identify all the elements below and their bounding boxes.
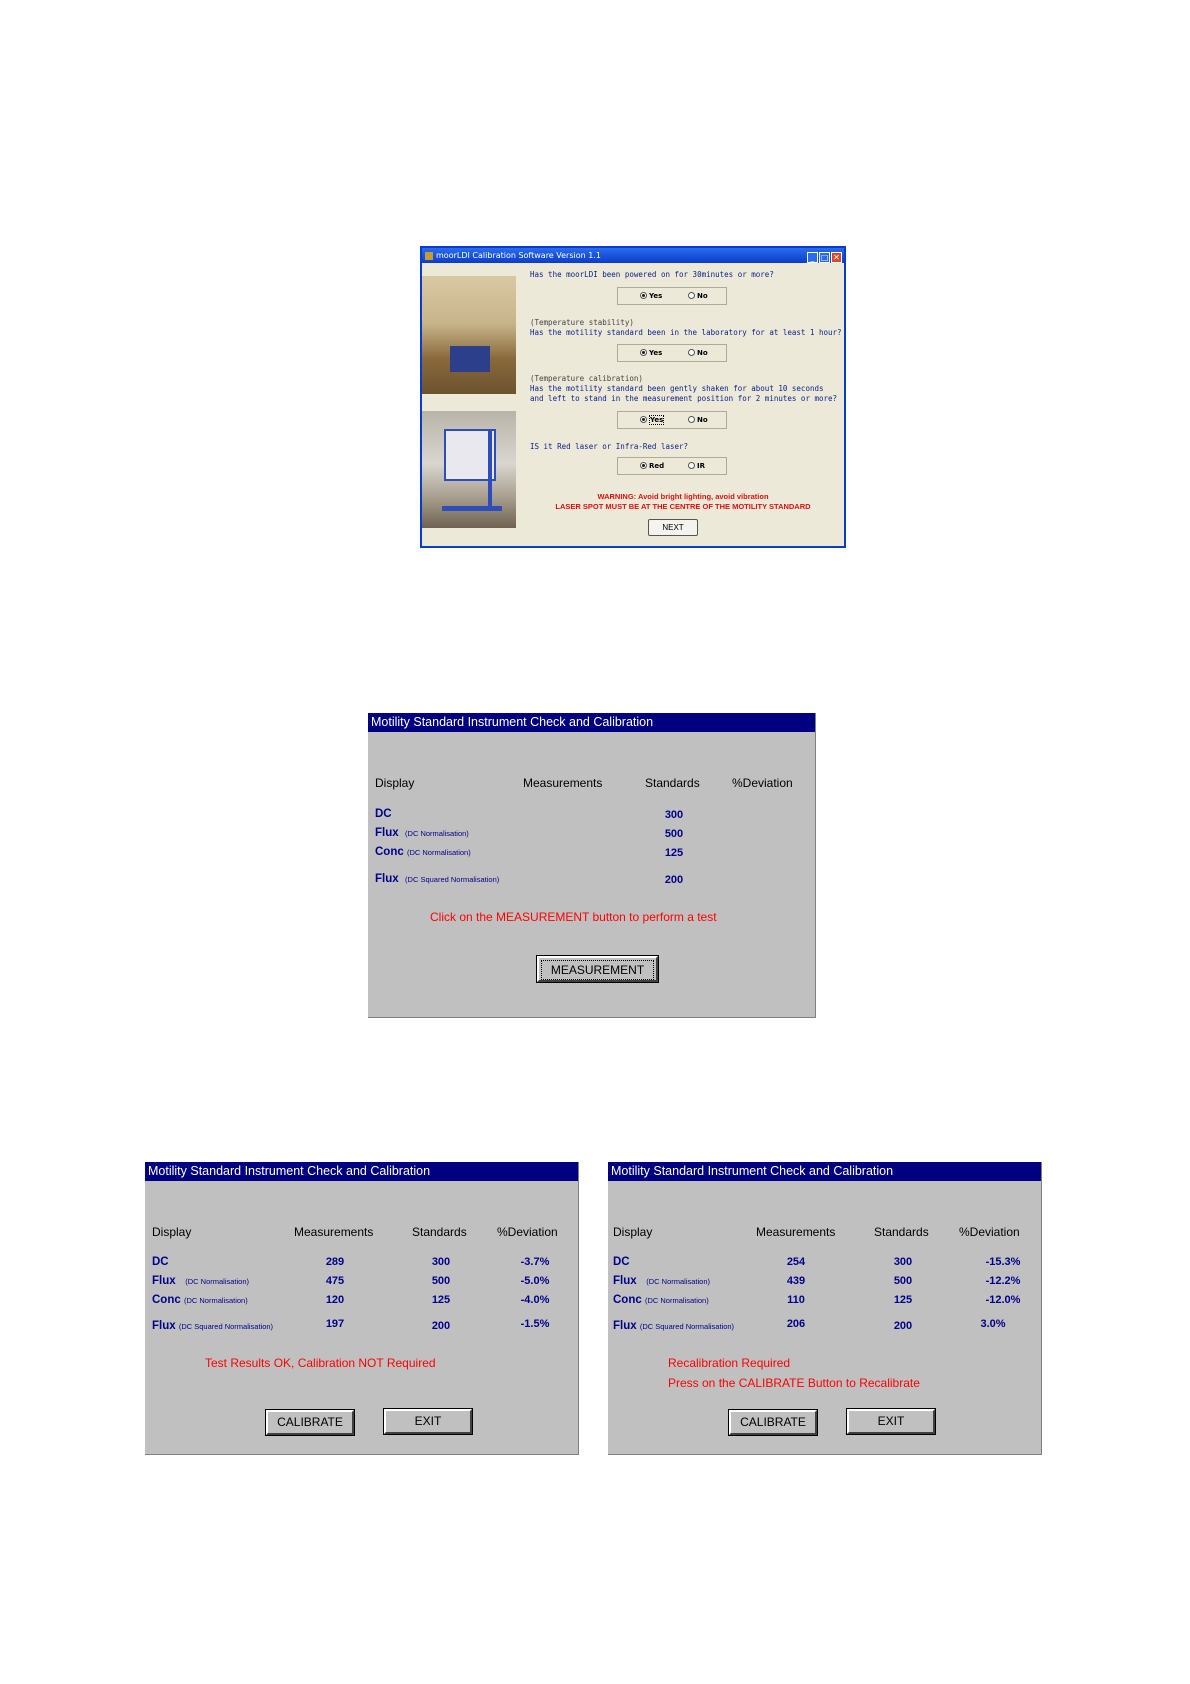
next-button[interactable]: NEXT [648,519,698,536]
row-label-flux-squared: Flux (DC Squared Normalisation) [613,1320,735,1332]
header-display: Display [152,1225,192,1239]
row-label-flux: Flux (DC Normalisation) [152,1275,249,1287]
no-radio[interactable]: No [688,416,708,424]
app-icon [425,252,433,260]
shaken-radio-group [617,411,727,429]
standard-value: 125 [431,1294,451,1306]
exit-button[interactable]: EXIT [847,1409,935,1434]
measurement-value: 120 [325,1294,345,1306]
standard-value: 300 [893,1256,913,1268]
header-standards: Standards [645,776,700,790]
result-message: Recalibration Required [668,1356,791,1370]
calibrate-button[interactable]: CALIBRATE [729,1410,817,1435]
instruction-message: Click on the MEASUREMENT button to perform a test [430,910,717,924]
deviation-value: -1.5% [520,1318,550,1330]
no-radio[interactable]: No [688,349,708,357]
standard-value: 125 [664,847,684,859]
header-measurements: Measurements [294,1225,374,1239]
header-deviation: %Deviation [732,776,793,790]
question-shaken-line1: Has the motility standard been gently shaken for about 10 seconds [530,384,824,393]
temperature-stability-note: (Temperature stability) [530,318,634,327]
header-deviation: %Deviation [959,1225,1020,1239]
header-standards: Standards [412,1225,467,1239]
window-title: Motility Standard Instrument Check and Calibration [608,1162,1041,1181]
exit-button[interactable]: EXIT [384,1409,472,1434]
row-label-flux-squared: Flux (DC Squared Normalisation) [152,1320,274,1332]
deviation-value: -3.7% [520,1256,550,1268]
ir-laser-radio[interactable]: IR [688,462,705,470]
deviation-value: -15.3% [985,1256,1021,1268]
measurement-value: 254 [786,1256,806,1268]
measurement-value: 289 [325,1256,345,1268]
measurement-value: 110 [787,1294,805,1306]
temperature-calibration-note: (Temperature calibration) [530,374,643,383]
question-shaken-line2: and left to stand in the measurement position for 2 minutes or more? [530,394,838,403]
yes-radio[interactable]: Yes [640,349,662,357]
measurement-value: 439 [786,1275,806,1287]
row-label-dc: DC [152,1256,169,1268]
row-label-conc: Conc (DC Normalisation) [152,1294,248,1306]
row-label-conc: Conc (DC Normalisation) [613,1294,709,1306]
header-standards: Standards [874,1225,929,1239]
question-laboratory-time: Has the motility standard been in the laboratory for at least 1 hour? [530,328,842,337]
row-label-flux-squared: Flux (DC Squared Normalisation) [375,873,500,885]
window-title: Motility Standard Instrument Check and Calibration [145,1162,578,1181]
calibration-setup-window [420,246,846,548]
laser-type-radio-group [617,457,727,475]
standard-value: 200 [431,1320,451,1332]
yes-radio[interactable]: Yes [640,416,664,424]
measurement-value: 197 [325,1318,345,1330]
standard-value: 500 [893,1275,913,1287]
header-measurements: Measurements [523,776,603,790]
standard-value: 500 [664,828,684,840]
red-laser-radio[interactable]: Red [640,462,664,470]
header-measurements: Measurements [756,1225,836,1239]
header-deviation: %Deviation [497,1225,558,1239]
minimize-button[interactable]: _ [807,252,818,263]
laboratory-time-radio-group [617,344,727,362]
measurement-value: 206 [786,1318,806,1330]
deviation-value: -12.2% [985,1275,1021,1287]
row-label-dc: DC [613,1256,630,1268]
measurement-value: 475 [325,1275,345,1287]
standard-value: 500 [431,1275,451,1287]
row-label-flux: Flux (DC Normalisation) [613,1275,710,1287]
standard-value: 300 [431,1256,451,1268]
question-laser-type: IS it Red laser or Infra-Red laser? [530,442,689,451]
maximize-button[interactable]: □ [820,253,829,262]
standard-value: 300 [664,809,684,821]
window-titlebar [422,248,844,263]
window-title: moorLDI Calibration Software Version 1.1 [436,251,601,260]
row-label-dc: DC [375,808,392,820]
deviation-value: -5.0% [520,1275,550,1287]
header-display: Display [375,776,415,790]
warning-laser-spot-text: LASER SPOT MUST BE AT THE CENTRE OF THE MOTILITY STANDARD [555,502,811,511]
row-label-conc: Conc (DC Normalisation) [375,846,471,858]
window-title: Motility Standard Instrument Check and Calibration [368,713,815,732]
question-powered-on: Has the moorLDI been powered on for 30minutes or more? [530,270,774,279]
calibrate-button[interactable]: CALIBRATE [266,1410,354,1435]
deviation-value: -12.0% [985,1294,1021,1306]
instrument-check-window [368,713,816,1018]
recalibration-window [608,1162,1042,1455]
yes-radio[interactable]: Yes [640,292,662,300]
standard-value: 125 [893,1294,913,1306]
results-ok-window [145,1162,579,1455]
row-label-flux: Flux (DC Normalisation) [375,827,469,839]
result-message: Test Results OK, Calibration NOT Required [205,1356,436,1370]
warning-lighting-text: WARNING: Avoid bright lighting, avoid vibration [597,492,769,501]
standard-value: 200 [893,1320,913,1332]
result-instruction: Press on the CALIBRATE Button to Recalibrate [668,1376,920,1390]
deviation-value: 3.0% [980,1318,1006,1330]
no-radio[interactable]: No [688,292,708,300]
standard-value: 200 [664,874,684,886]
powered-on-radio-group [617,287,727,305]
measurement-button[interactable]: MEASUREMENT [537,956,658,982]
header-display: Display [613,1225,653,1239]
deviation-value: -4.0% [520,1294,550,1306]
close-button[interactable]: ✕ [831,252,842,263]
motility-standard-photo [422,276,516,394]
scanner-setup-photo [422,411,516,528]
